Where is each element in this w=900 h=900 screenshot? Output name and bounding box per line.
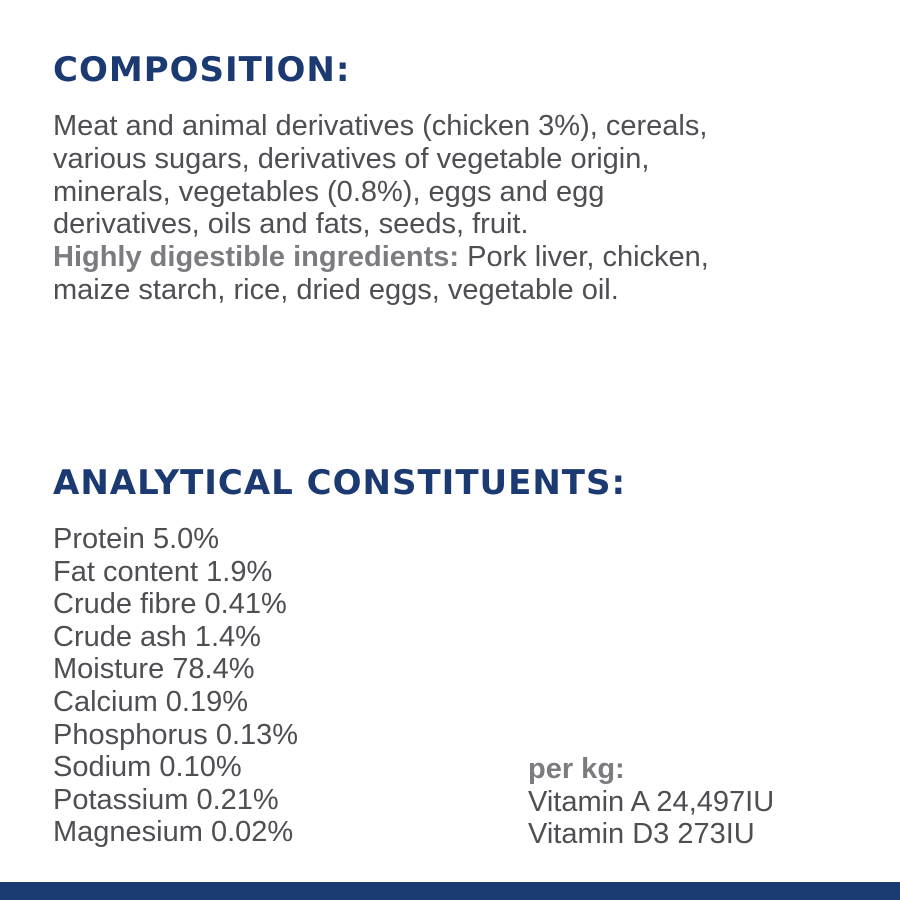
composition-text [53, 110, 883, 307]
vitamin-item: Vitamin D3 273IU [528, 818, 755, 851]
analytical-item: Calcium 0.19% [53, 685, 249, 718]
analytical-item: Moisture 78.4% [53, 653, 255, 686]
composition-line: Meat and animal derivatives (chicken 3%), cereals, [53, 110, 708, 142]
analytical-item: Protein 5.0% [53, 523, 220, 555]
analytical-item: Potassium 0.21% [53, 783, 279, 816]
analytical-list [53, 523, 298, 849]
highlight-text: Pork liver, chicken, [459, 241, 709, 274]
composition-line: various sugars, derivatives of vegetable origin, [53, 142, 650, 175]
analytical-constituents-heading: ANALYTICAL CONSTITUENTS: [53, 463, 627, 503]
composition-line: minerals, vegetables (0.8%), eggs and egg [53, 175, 605, 208]
highlight-label: Highly digestible ingredients: [53, 241, 460, 274]
analytical-item: Phosphorus 0.13% [53, 718, 299, 751]
per-kg-label: per kg: [528, 753, 625, 785]
highlight-line [53, 241, 883, 274]
analytical-item: Magnesium 0.02% [53, 816, 294, 849]
highlight-line-continued: maize starch, rice, dried eggs, vegetable oil. [53, 273, 619, 306]
analytical-item: Fat content 1.9% [53, 555, 273, 588]
analytical-item: Crude ash 1.4% [53, 620, 261, 653]
footer-bar [0, 882, 900, 900]
composition-line: derivatives, oils and fats, seeds, fruit. [53, 208, 529, 241]
per-kg-block [528, 753, 774, 851]
analytical-item: Crude fibre 0.41% [53, 588, 287, 621]
analytical-item: Sodium 0.10% [53, 751, 242, 784]
vitamin-item: Vitamin A 24,497IU [528, 785, 775, 818]
composition-heading: COMPOSITION: [53, 50, 351, 90]
